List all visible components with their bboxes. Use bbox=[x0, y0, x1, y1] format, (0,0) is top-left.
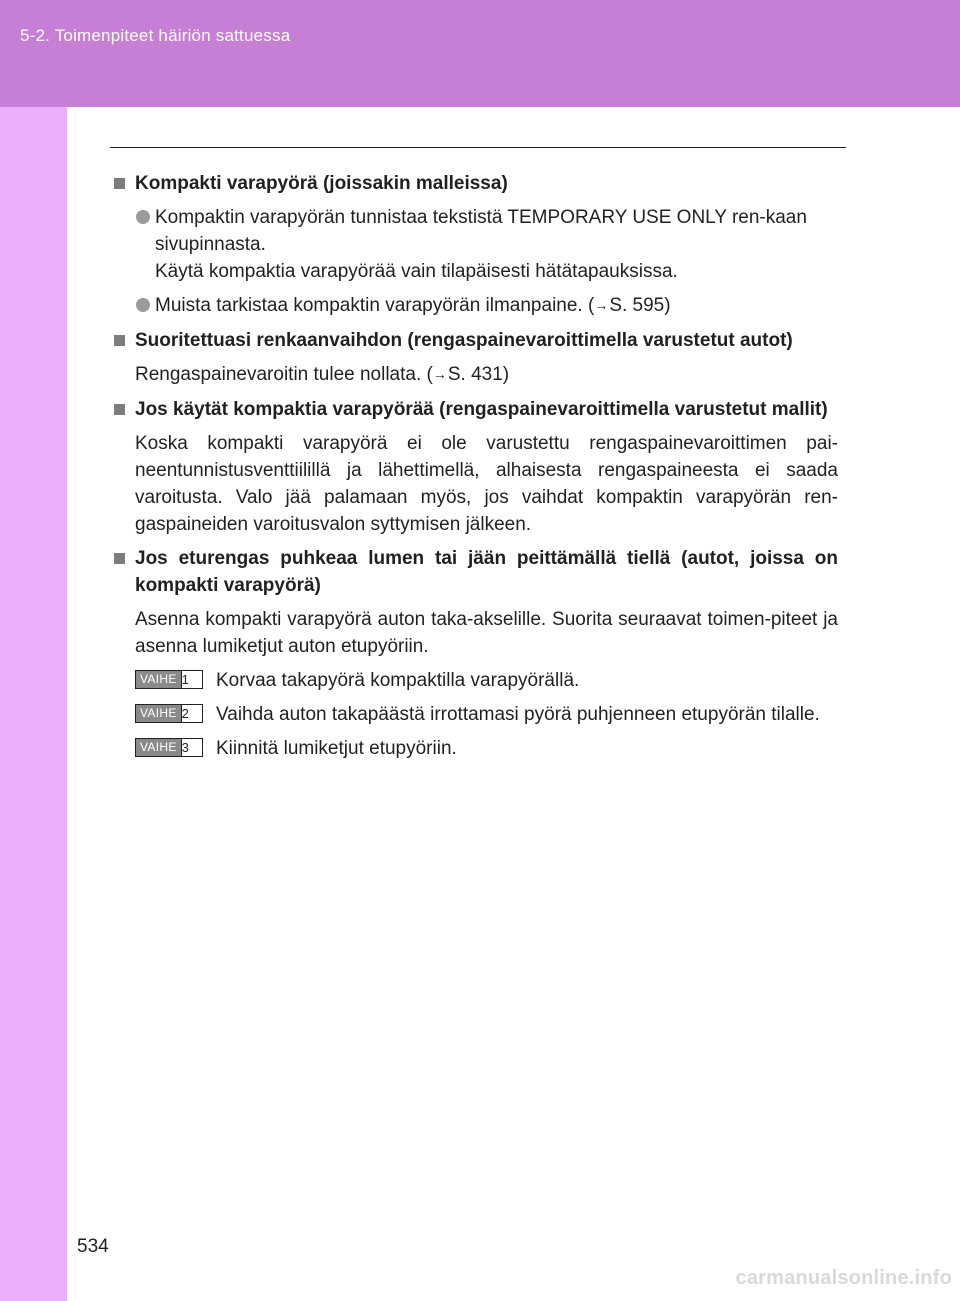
watermark: carmanualsonline.info bbox=[735, 1267, 952, 1289]
step-badge-label: VAIHE bbox=[136, 671, 181, 688]
square-bullet-icon bbox=[114, 553, 125, 564]
heading-text: Jos eturengas puhkeaa lumen tai jään peittämällä tiellä (autot, joissa on kompakti varapyörä) bbox=[135, 548, 838, 596]
arrow-right-icon: → bbox=[594, 297, 609, 313]
step-badge bbox=[135, 704, 203, 723]
step-item bbox=[112, 667, 838, 694]
section-heading bbox=[112, 396, 838, 423]
step-badge-number: 3 bbox=[181, 739, 202, 756]
step-item bbox=[112, 735, 838, 762]
page-content bbox=[112, 170, 838, 769]
paragraph bbox=[112, 361, 838, 389]
step-item bbox=[112, 701, 838, 728]
step-badge-number: 2 bbox=[181, 705, 202, 722]
step-badge-label: VAIHE bbox=[136, 705, 181, 722]
step-badge-label: VAIHE bbox=[136, 739, 181, 756]
step-text: Kiinnitä lumiketjut etupyöriin. bbox=[216, 738, 457, 759]
page-reference: S. 431) bbox=[447, 364, 510, 385]
step-text: Korvaa takapyörä kompaktilla varapyörällä. bbox=[216, 670, 580, 691]
step-badge-number: 1 bbox=[181, 671, 202, 688]
square-bullet-icon bbox=[114, 178, 125, 189]
square-bullet-icon bbox=[114, 404, 125, 415]
bullet-item bbox=[112, 204, 838, 285]
heading-text: Jos käytät kompaktia varapyörää (rengaspainevaroittimella varustetut mallit) bbox=[135, 399, 828, 420]
page-number: 534 bbox=[77, 1236, 109, 1257]
page-reference: S. 595) bbox=[609, 295, 671, 316]
paragraph-text: Rengaspainevaroitin tulee nollata. ( bbox=[135, 364, 433, 385]
bullet-text: Käytä kompaktia varapyörää vain tilapäisesti hätätapauksissa. bbox=[155, 261, 678, 282]
side-strip bbox=[0, 107, 67, 1301]
step-badge bbox=[135, 670, 203, 689]
heading-text: Suoritettuasi renkaanvaihdon (rengaspainevaroittimella varustetut autot) bbox=[135, 330, 793, 351]
section-title: 5-2. Toimenpiteet häiriön sattuessa bbox=[20, 26, 291, 45]
circle-bullet-icon bbox=[136, 298, 150, 312]
square-bullet-icon bbox=[114, 335, 125, 346]
arrow-right-icon: → bbox=[432, 366, 447, 382]
header-band bbox=[0, 0, 960, 107]
section-heading bbox=[112, 545, 838, 599]
bullet-text: Muista tarkistaa kompaktin varapyörän ilmanpaine. ( bbox=[155, 295, 595, 316]
bullet-text: Kompaktin varapyörän tunnistaa tekstistä TEMPORARY USE ONLY ren-kaan sivupinnasta. bbox=[155, 207, 807, 255]
circle-bullet-icon bbox=[136, 210, 150, 224]
section-heading bbox=[112, 170, 838, 197]
paragraph: Koska kompakti varapyörä ei ole varustettu rengaspainevaroittimen pai-neentunnistusventtiilillä ja lähettimellä, alhaisesta rengaspaineesta ei saada varoitusta. Valo jää palamaan myös, jos vaihdat kompaktin varapyörän ren-gaspaineiden varoitusvalon syttymisen jälkeen. bbox=[135, 433, 838, 535]
step-text: Vaihda auton takapäästä irrottamasi pyörä puhjenneen etupyörän tilalle. bbox=[216, 704, 820, 725]
paragraph: Asenna kompakti varapyörä auton taka-akselille. Suorita seuraavat toimen-piteet ja asenna lumiketjut auton etupyöriin. bbox=[135, 609, 838, 657]
divider-line bbox=[110, 147, 846, 148]
heading-text: Kompakti varapyörä (joissakin malleissa) bbox=[135, 173, 508, 194]
step-badge bbox=[135, 738, 203, 757]
bullet-item bbox=[112, 292, 838, 320]
section-heading bbox=[112, 327, 838, 354]
